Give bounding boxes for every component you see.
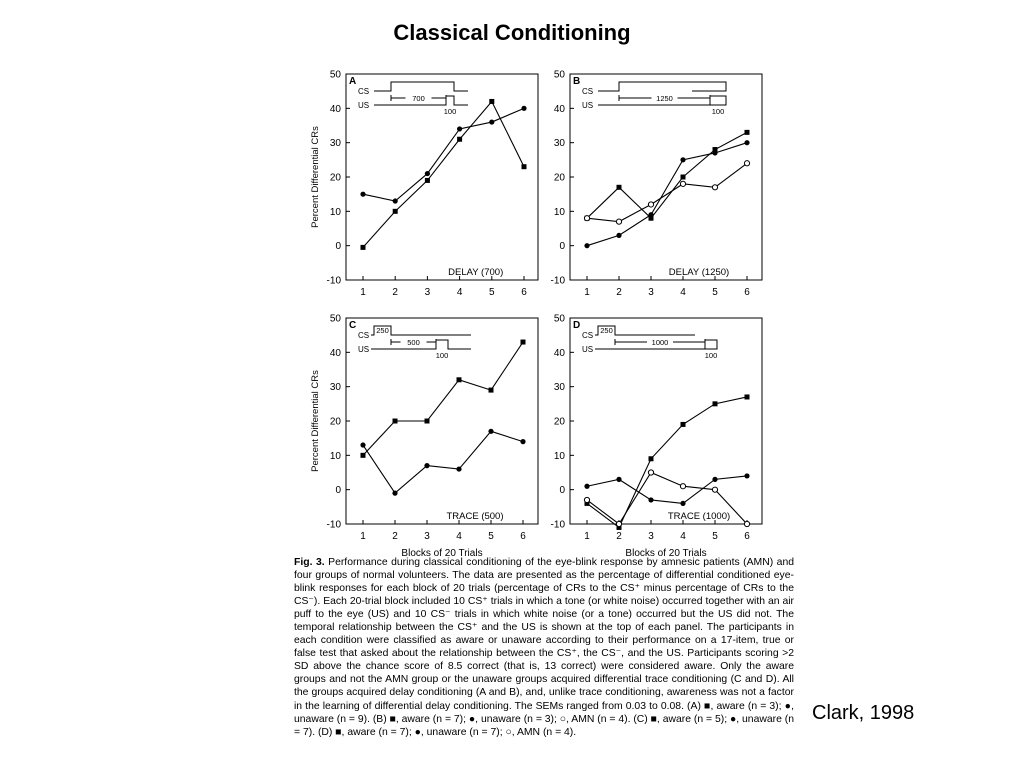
- data-point-unaware: [712, 477, 717, 482]
- data-point-aware: [521, 340, 526, 345]
- data-point-aware: [425, 419, 430, 424]
- data-point-amn: [584, 216, 589, 221]
- data-point-unaware: [648, 212, 653, 217]
- us-label: US: [358, 101, 370, 110]
- y-tick-label: 20: [553, 172, 565, 184]
- data-point-unaware: [457, 126, 462, 131]
- us-label: US: [358, 345, 370, 354]
- condition-label: DELAY (700): [448, 267, 504, 279]
- x-tick-label: 5: [489, 287, 495, 298]
- data-point-aware: [425, 178, 430, 183]
- panel-c: [310, 314, 538, 560]
- x-tick-label: 2: [392, 531, 398, 542]
- data-point-aware: [713, 401, 718, 406]
- interval-label: 1000: [651, 338, 669, 347]
- x-tick-label: 3: [424, 287, 431, 298]
- y-tick-label: 20: [329, 172, 341, 184]
- data-point-unaware: [584, 243, 589, 248]
- data-point-unaware: [521, 106, 526, 111]
- y-tick-label: -10: [326, 519, 341, 531]
- data-point-unaware: [393, 198, 398, 203]
- y-tick-label: 50: [329, 313, 341, 325]
- series-line-amn: [587, 163, 747, 221]
- y-tick-label: 30: [553, 382, 565, 394]
- x-tick-label: 4: [456, 531, 462, 542]
- x-tick-label: 6: [521, 287, 527, 298]
- y-tick-label: 0: [335, 241, 341, 253]
- data-point-aware: [745, 394, 750, 399]
- series-line-aware: [587, 397, 747, 527]
- data-point-unaware: [392, 491, 397, 496]
- series-line-unaware: [587, 476, 747, 503]
- panel-letter: D: [573, 320, 581, 331]
- cs-duration-label: 250: [376, 326, 389, 335]
- x-tick-label: 2: [616, 531, 622, 542]
- data-point-aware: [681, 422, 686, 427]
- data-point-unaware: [680, 157, 685, 162]
- figure-caption: [294, 556, 794, 739]
- y-axis-label: Percent Differential CRs: [310, 370, 321, 472]
- data-point-aware: [617, 185, 622, 190]
- data-point-unaware: [488, 429, 493, 434]
- us-duration-label: 100: [704, 351, 718, 360]
- x-tick-label: 2: [616, 287, 622, 298]
- y-tick-label: 0: [335, 485, 341, 497]
- x-tick-label: 4: [680, 531, 686, 542]
- y-tick-label: 10: [329, 206, 341, 218]
- data-point-aware: [489, 99, 494, 104]
- us-duration-label: 100: [711, 107, 725, 116]
- data-point-amn: [744, 161, 749, 166]
- y-tick-label: 20: [329, 416, 341, 428]
- data-point-unaware: [616, 477, 621, 482]
- x-tick-label: 1: [584, 287, 590, 298]
- y-tick-label: 20: [553, 416, 565, 428]
- data-point-amn: [680, 484, 685, 489]
- cs-label: CS: [582, 331, 594, 340]
- slide-title: Classical Conditioning: [393, 20, 631, 45]
- x-axis-label: Blocks of 20 Trials: [401, 548, 483, 559]
- data-point-aware: [457, 137, 462, 142]
- y-tick-label: 0: [559, 485, 565, 497]
- x-tick-label: 3: [424, 531, 430, 542]
- condition-label: TRACE (1000): [667, 511, 731, 523]
- series-line-aware: [363, 101, 524, 247]
- data-point-unaware: [680, 501, 685, 506]
- cs-label: CS: [582, 87, 594, 96]
- y-tick-label: 0: [559, 241, 565, 253]
- interval-label: 500: [407, 338, 420, 347]
- y-tick-label: 30: [329, 382, 341, 394]
- data-point-unaware: [648, 497, 653, 502]
- data-point-unaware: [744, 140, 749, 145]
- x-tick-label: 5: [488, 531, 494, 542]
- us-duration-label: 100: [435, 351, 449, 360]
- timing-diagram: [358, 326, 471, 360]
- data-point-aware: [393, 419, 398, 424]
- y-tick-label: -10: [550, 275, 565, 287]
- y-tick-label: 40: [553, 103, 565, 115]
- data-point-unaware: [712, 150, 717, 155]
- data-point-unaware: [360, 192, 365, 197]
- y-tick-label: 30: [553, 138, 565, 150]
- y-tick-label: 10: [553, 450, 565, 462]
- x-tick-label: 6: [744, 531, 750, 542]
- data-point-aware: [489, 388, 494, 393]
- y-tick-label: 40: [329, 103, 341, 115]
- y-axis-label: Percent Differential CRs: [310, 126, 321, 228]
- data-point-aware: [522, 164, 527, 169]
- data-point-aware: [361, 245, 366, 250]
- caption-text: Performance during classical conditioning of the eye-blink response by amnesic patients (AMN) and four groups of normal volunteers. The data are presented as the percentage of differential conditioned eye-blink responses for each block of 20 trials (percentage of CRs to the CS⁺ minus percentage of CRs to the CS⁻). Each 20-trial block included 10 CS⁺ trials in which a tone (or white noise) occurred together with an air puff to the eye (US) and 10 CS⁻ trials in which white noise (or a tone) occurred but the US did not. The temporal relationship between the CS⁺ and the US is shown at the top of each panel. The participants in each condition were classified as aware or unaware according to their performance on a 17-item, true or false test that asked about the relationship between the CS⁺, the CS⁻, and the US. Participants scoring >2 SD above the chance score of 8.5 correct (that is, 13 correct) were considered aware. Only the aware groups and not the AMN group or the unaware groups acquired differential trace conditioning (C and D). All the groups acquired delay conditioning (A and B), and, unlike trace conditioning, awareness was not a factor in the learning of differential delay conditioning. The SEMs ranged from 0.03 to 0.08. (A) ■, aware (n = 3); ●, unaware (n = 9). (B) ■, aware (n = 7); ●, unaware (n = 3); ○, AMN (n = 4). (C) ■, aware (n = 5); ●, unaware (n = 7). (D) ■, aware (n = 7); ●, unaware (n = 7); ○, AMN (n = 4).: [294, 557, 795, 738]
- y-tick-label: 50: [553, 313, 565, 325]
- x-tick-label: 1: [360, 287, 366, 298]
- x-tick-label: 6: [744, 287, 750, 298]
- x-tick-label: 4: [456, 287, 463, 298]
- y-tick-label: 50: [553, 69, 565, 81]
- y-tick-label: 30: [329, 138, 341, 150]
- citation-credit: Clark, 1998: [812, 702, 915, 724]
- us-label: US: [582, 345, 594, 354]
- data-point-unaware: [584, 484, 589, 489]
- y-tick-label: 40: [553, 347, 565, 359]
- panel-a: [310, 70, 538, 299]
- cs-waveform: [598, 82, 726, 91]
- panel-letter: B: [573, 76, 581, 87]
- data-point-unaware: [360, 442, 365, 447]
- condition-label: DELAY (1250): [668, 267, 730, 279]
- data-point-aware: [361, 453, 366, 458]
- data-point-unaware: [616, 233, 621, 238]
- x-tick-label: 4: [680, 287, 686, 298]
- x-tick-label: 5: [712, 531, 718, 542]
- cs-label: CS: [358, 331, 370, 340]
- cs-label: CS: [358, 87, 370, 96]
- timing-diagram: [582, 326, 717, 360]
- y-tick-label: 40: [329, 347, 341, 359]
- data-point-aware: [681, 175, 686, 180]
- series-line-unaware: [363, 431, 523, 493]
- x-tick-label: 3: [648, 287, 654, 298]
- interval-label: 1250: [656, 94, 673, 103]
- x-tick-label: 2: [392, 287, 398, 298]
- x-tick-label: 3: [648, 531, 654, 542]
- panel-d: [551, 314, 762, 560]
- x-tick-label: 5: [712, 287, 718, 298]
- y-tick-label: -10: [326, 275, 341, 287]
- data-point-aware: [649, 456, 654, 461]
- data-point-unaware: [489, 119, 494, 124]
- panel-letter: A: [349, 76, 357, 87]
- x-tick-label: 6: [520, 531, 526, 542]
- x-tick-label: 1: [360, 531, 366, 542]
- series-line-aware: [587, 132, 747, 218]
- data-point-amn: [712, 185, 717, 190]
- data-point-amn: [648, 470, 653, 475]
- panel-letter: C: [349, 320, 357, 331]
- data-point-amn: [584, 497, 589, 502]
- data-point-aware: [393, 209, 398, 214]
- data-point-unaware: [425, 171, 430, 176]
- condition-label: TRACE (500): [446, 511, 504, 523]
- panel-b: [551, 70, 762, 299]
- timing-diagram: [358, 82, 468, 116]
- data-point-amn: [744, 521, 749, 526]
- cs-duration-label: 250: [600, 326, 613, 335]
- caption-figure-label: Fig. 3.: [294, 557, 325, 568]
- data-point-unaware: [424, 463, 429, 468]
- data-point-amn: [680, 181, 685, 186]
- interval-label: 700: [412, 94, 425, 103]
- data-point-unaware: [520, 439, 525, 444]
- us-label: US: [582, 101, 594, 110]
- data-point-unaware: [456, 466, 461, 471]
- data-point-amn: [616, 219, 621, 224]
- y-tick-label: 10: [329, 450, 341, 462]
- data-point-amn: [648, 202, 653, 207]
- y-tick-label: 10: [553, 206, 565, 218]
- data-point-aware: [745, 130, 750, 135]
- data-point-amn: [616, 521, 621, 526]
- us-duration-label: 100: [443, 107, 457, 116]
- cs-waveform: [374, 82, 468, 91]
- timing-diagram: [582, 82, 726, 116]
- data-point-aware: [457, 377, 462, 382]
- y-tick-label: -10: [550, 519, 565, 531]
- data-point-unaware: [744, 473, 749, 478]
- series-line-unaware: [363, 108, 524, 201]
- y-tick-label: 50: [329, 69, 341, 81]
- x-axis-label: Blocks of 20 Trials: [625, 548, 707, 559]
- x-tick-label: 1: [584, 531, 590, 542]
- data-point-amn: [712, 487, 717, 492]
